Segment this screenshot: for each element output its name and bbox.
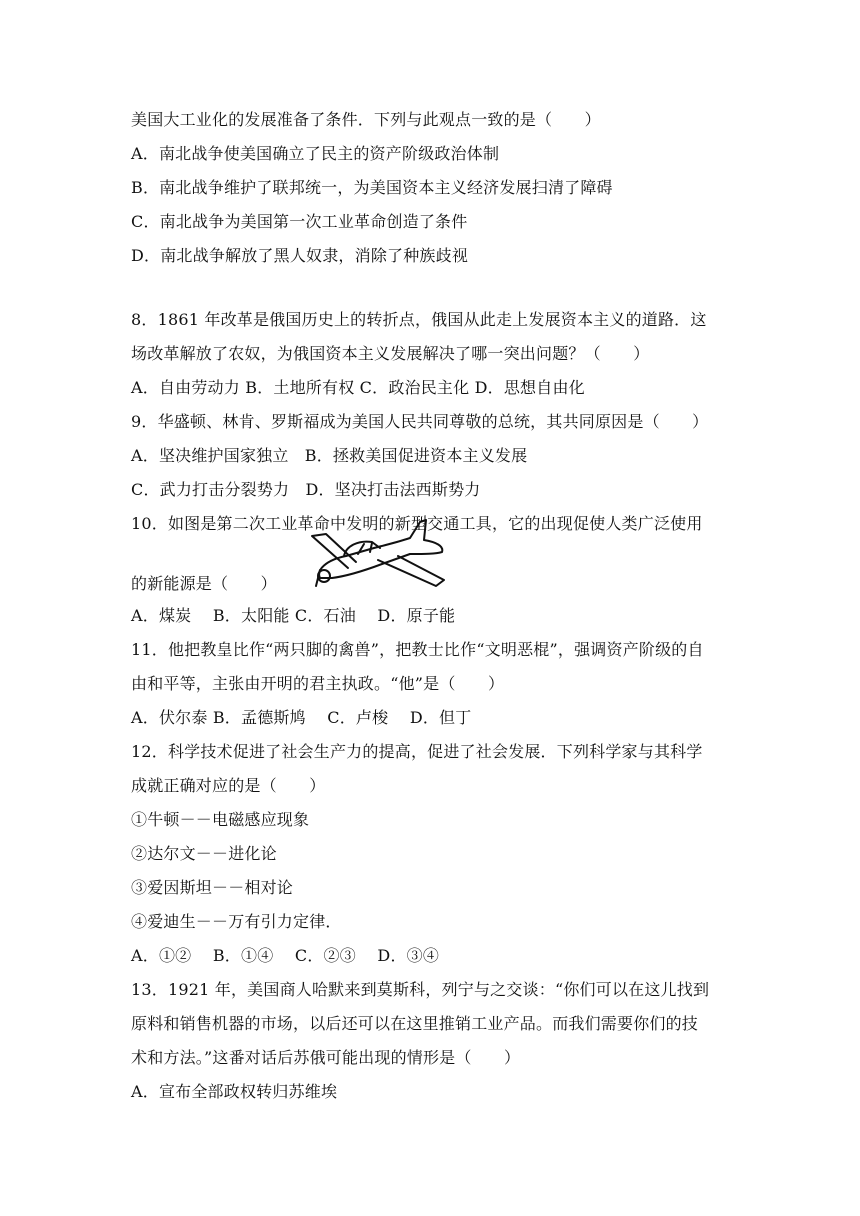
question-8: 8．1861 年改革是俄国历史上的转折点，俄国从此走上发展资本主义的道路．这 — [131, 310, 707, 329]
question-9-options-ab: A．坚决维护国家独立 B．拯救美国促进资本主义发展 — [131, 446, 528, 465]
question-10: 10．如图是第二次工业革命中发明的新型交通工具，它的出现促使人类广泛使用 — [131, 514, 703, 533]
question-13-cont-2: 术和方法。”这番对话后苏俄可能出现的情形是（ ） — [131, 1048, 521, 1067]
airplane-illustration — [286, 512, 446, 590]
text-line: 美国大工业化的发展准备了条件．下列与此观点一致的是（ ） — [131, 110, 601, 129]
question-8-options: A．自由劳动力 B．土地所有权 C．政治民主化 D．思想自由化 — [131, 378, 585, 397]
item-1: ①牛顿－－电磁感应现象 — [131, 810, 310, 829]
option-a: A．南北战争使美国确立了民主的资产阶级政治体制 — [131, 144, 500, 163]
item-3: ③爱因斯坦－－相对论 — [131, 878, 294, 897]
question-11-cont: 由和平等，主张由开明的君主执政。“他”是（ ） — [131, 674, 505, 693]
question-9-options-cd: C．武力打击分裂势力 D．坚决打击法西斯势力 — [131, 480, 481, 499]
option-b: B．南北战争维护了联邦统一，为美国资本主义经济发展扫清了障碍 — [131, 178, 613, 197]
question-10-options: A．煤炭 B．太阳能 C．石油 D．原子能 — [131, 606, 456, 625]
airplane-wing — [312, 534, 356, 568]
question-12-cont: 成就正确对应的是（ ） — [131, 776, 326, 795]
question-10-cont: 的新能源是（ ） — [131, 574, 277, 593]
question-12-options: A．①② B．①④ C．②③ D．③④ — [131, 946, 440, 965]
question-13-cont: 原料和销售机器的市场，以后还可以在这里推销工业产品。而我们需要你们的技 — [131, 1014, 699, 1033]
question-13: 13．1921 年，美国商人哈默来到莫斯科，列宁与之交谈：“你们可以在这儿找到 — [131, 980, 710, 999]
option-d: D．南北战争解放了黑人奴隶，消除了种族歧视 — [131, 246, 469, 265]
question-11: 11．他把教皇比作“两只脚的禽兽”，把教士比作“文明恶棍”，强调资产阶级的自 — [131, 640, 704, 659]
question-13-option-a: A．宣布全部政权转归苏维埃 — [131, 1082, 338, 1101]
question-8-cont: 场改革解放了农奴，为俄国资本主义发展解决了哪一突出问题？（ ） — [131, 344, 650, 363]
item-4: ④爱迪生－－万有引力定律． — [131, 912, 342, 931]
question-9: 9．华盛顿、林肯、罗斯福成为美国人民共同尊敬的总统，其共同原因是（ ） — [131, 412, 709, 431]
option-c: C．南北战争为美国第一次工业革命创造了条件 — [131, 212, 468, 231]
item-2: ②达尔文－－进化论 — [131, 844, 277, 863]
question-11-options: A．伏尔泰 B．孟德斯鸠 C．卢梭 D．但丁 — [131, 708, 472, 727]
question-12: 12．科学技术促进了社会生产力的提高，促进了社会发展．下列科学家与其科学 — [131, 742, 703, 761]
